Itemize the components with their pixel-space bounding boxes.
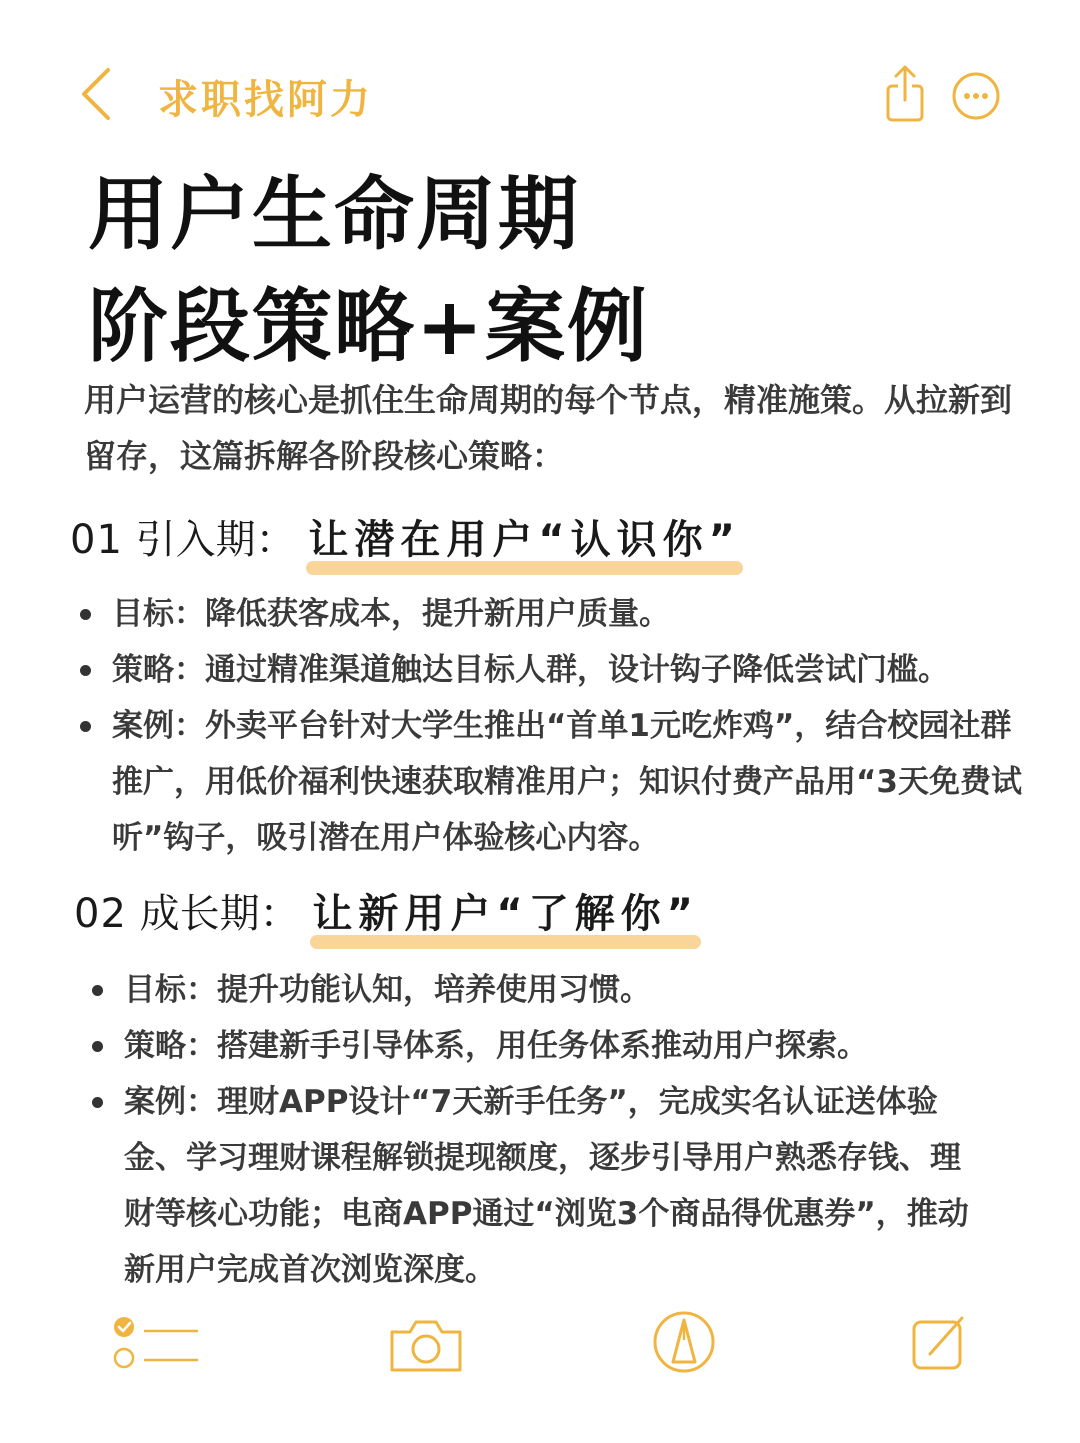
list-item: 目标：提升功能认知，培养使用习惯。: [0, 962, 974, 1018]
list-item: 策略：搭建新手引导体系，用任务体系推动用户探索。: [0, 1018, 974, 1074]
bottom-toolbar: [0, 1300, 1080, 1390]
back-button[interactable]: [78, 62, 138, 126]
section-2-number: 02: [74, 891, 127, 937]
section-1-heading: [70, 508, 741, 565]
section-1-stage: 引入期：: [135, 517, 296, 563]
compose-note-button[interactable]: [910, 1312, 968, 1372]
bullet-dot: [80, 721, 91, 732]
section-1-number: 01: [70, 517, 123, 563]
list-item: 目标：降低获客成本，提升新用户质量。: [0, 586, 1042, 642]
intro-paragraph: 用户运营的核心是抓住生命周期的每个节点，精准施策。从拉新到留存，这篇拆解各阶段核心策略：: [84, 381, 1013, 475]
list-item: 策略：通过精准渠道触达目标人群，设计钩子降低尝试门槛。: [0, 642, 1042, 698]
markup-button[interactable]: [652, 1310, 716, 1374]
pen-tip-icon: [652, 1310, 716, 1374]
more-icon: [950, 70, 1002, 122]
highlight-underline: [306, 561, 743, 575]
note-title-line-1: 用户生命周期: [88, 167, 580, 261]
compose-icon: [910, 1312, 968, 1372]
share-icon: [882, 64, 928, 124]
more-options-button[interactable]: [950, 70, 1002, 122]
camera-icon: [388, 1316, 464, 1374]
bullet-dot: [80, 609, 91, 620]
chevron-left-icon: [78, 66, 112, 122]
bullet-dot: [92, 1097, 103, 1108]
camera-button[interactable]: [388, 1316, 464, 1374]
back-title[interactable]: 求职找阿力: [158, 77, 373, 123]
section-2-stage: 成长期：: [139, 891, 300, 937]
section-1-highlight: 让潜在用户“认识你”: [308, 508, 741, 565]
note-title-line-2: 阶段策略+案例: [88, 279, 650, 373]
list-item: 案例：外卖平台针对大学生推出“首单1元吃炸鸡”，结合校园社群推广，用低价福利快速获取精准用户；知识付费产品用“3天免费试听”钩子，吸引潜在用户体验核心内容。: [0, 698, 1042, 866]
highlight-underline: [310, 935, 701, 949]
checklist-icon: [112, 1314, 202, 1374]
bullet-dot: [80, 665, 91, 676]
section-1-bullet-list: [0, 586, 1080, 866]
list-item: 案例：理财APP设计“7天新手任务”，完成实名认证送体验金、学习理财课程解锁提现额度，逐步引导用户熟悉存钱、理财等核心功能；电商APP通过“浏览3个商品得优惠券”，推动新用户完成首次浏览深度。: [0, 1074, 974, 1298]
section-2-highlight: 让新用户“了解你”: [312, 882, 699, 939]
section-2-heading: [74, 882, 699, 939]
share-button[interactable]: [882, 64, 928, 124]
checklist-button[interactable]: [112, 1314, 202, 1374]
section-2-bullet-list: [0, 962, 1080, 1298]
bullet-dot: [92, 1041, 103, 1052]
bullet-dot: [92, 985, 103, 996]
